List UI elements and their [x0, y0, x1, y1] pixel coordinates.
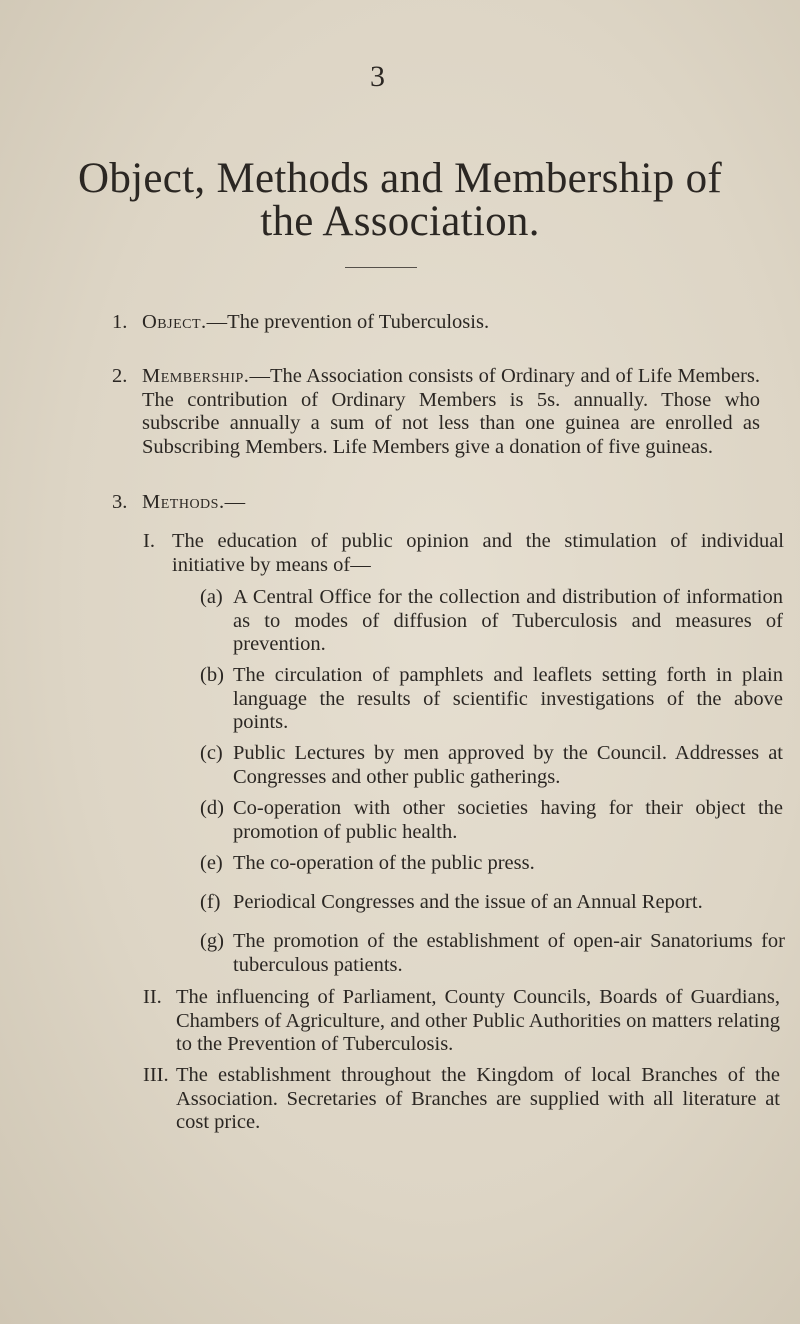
method-3-number: III.: [143, 1064, 169, 1086]
method-2-number: II.: [143, 986, 162, 1008]
item-g-letter: (g): [200, 930, 224, 952]
section-3-heading: Methods.: [142, 491, 225, 513]
item-b-letter: (b): [200, 664, 224, 686]
title-divider: [345, 267, 417, 268]
item-e-letter: (e): [200, 852, 223, 874]
section-2-heading: Membership.: [142, 365, 250, 387]
section-1-heading: Object.: [142, 311, 207, 333]
section-methods: [142, 491, 762, 515]
section-3-text: —: [224, 491, 246, 513]
section-3-number: 3.: [112, 491, 128, 513]
title-line-1: Object, Methods and Membership of: [77, 155, 723, 202]
item-c-text: Public Lectures by men approved by the Council. Addresses at Congresses and other public gatherings.: [233, 742, 783, 788]
method-2-text: The influencing of Parliament, County Councils, Boards of Guardians, Chambers of Agriculture, and other Public Authorities on matters relating to the Prevention of Tuberculosis.: [176, 986, 780, 1055]
section-1-number: 1.: [112, 311, 128, 333]
item-g-text: The promotion of the establishment of open-air Sanatoriums for tuberculous patients.: [233, 930, 785, 976]
title-line-2: the Association.: [260, 198, 540, 245]
item-a-text: A Central Office for the collection and distribution of information as to modes of diffusion of Tuberculosis and measures of prevention.: [233, 586, 783, 655]
item-a-letter: (a): [200, 586, 223, 608]
item-d-letter: (d): [200, 797, 224, 819]
section-membership: [142, 365, 760, 459]
item-b-text: The circulation of pamphlets and leaflets setting forth in plain language the results of scientific investigations of the above points.: [233, 664, 783, 733]
item-e-text: The co-operation of the public press.: [233, 852, 535, 874]
method-1-text: The education of public opinion and the stimulation of individual initiative by means of—: [172, 530, 784, 576]
method-1-number: I.: [143, 530, 155, 552]
section-1-text: —The prevention of Tuberculosis.: [206, 311, 490, 333]
item-c-letter: (c): [200, 742, 223, 764]
item-f-letter: (f): [200, 891, 221, 913]
section-object: [142, 311, 762, 335]
section-2-number: 2.: [112, 365, 128, 387]
item-f-text: Periodical Congresses and the issue of an Annual Report.: [233, 891, 703, 913]
section-2-text: —The Association consists of Ordinary and of Life Members. The contribution of Ordinary Members is 5s. annually. Those who subscribe annually a sum of not less than one guinea are enrolled as Subscribing Members. Life Members give a donation of five guineas.: [142, 365, 760, 458]
method-3-text: The establishment throughout the Kingdom of local Branches of the Association. Secretaries of Branches are supplied with all literature at cost price.: [176, 1064, 780, 1133]
page-number: 3: [370, 60, 385, 93]
item-d-text: Co-operation with other societies having for their object the promotion of public health.: [233, 797, 783, 843]
